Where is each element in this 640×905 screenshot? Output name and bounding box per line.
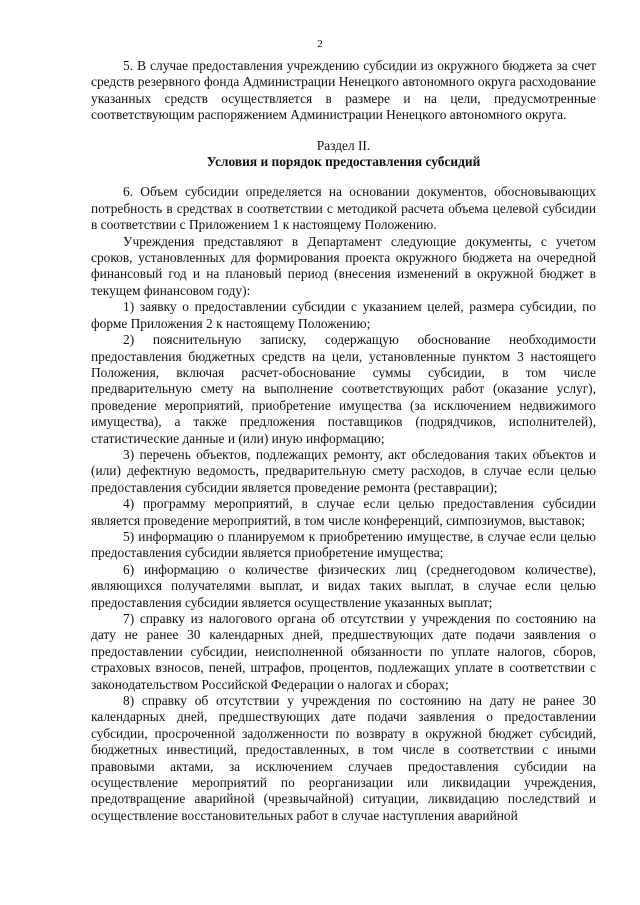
list-item-1: 1) заявку о предоставлении субсидии с указанием целей, размера субсидии, по форме Приложения 2 к настоящему Положению; bbox=[91, 299, 596, 331]
list-item-4: 4) программу мероприятий, в случае если целью предоставления субсидии является проведение мероприятий, в том числе конференций, симпозиумов, выставок; bbox=[91, 496, 596, 528]
paragraph-6: 6. Объем субсидии определяется на основании документов, обосновывающих потребность в средствах в соответствии с методикой расчета объема целевой субсидии в соответствии с Приложением 1 к настоящему Положению. bbox=[91, 184, 596, 233]
list-item-5: 5) информацию о планируемом к приобретению имуществе, в случае если целью предоставления субсидии является приобретение имущества; bbox=[91, 528, 596, 561]
paragraph-5: 5. В случае предоставления учреждению субсидии из окружного бюджета за счет средств резервного фонда Администрации Ненецкого автономного округа расходование указанных средств осуществляется в размере и на цели, предусмотренные соответствующим распоряжением Администрации Ненецкого автономного округа. bbox=[91, 58, 596, 123]
section-title: Условия и порядок предоставления субсидий bbox=[206, 154, 481, 170]
section-number: Раздел II. bbox=[316, 137, 371, 153]
document-body bbox=[91, 58, 596, 824]
list-item-6: 6) информацию о количестве физических лиц (среднегодовом количестве), являющихся получателями выплат, и видах таких выплат, в случае если целью предоставления субсидии является осуществление указанных выплат; bbox=[91, 561, 596, 610]
list-item-7: 7) справку из налогового органа об отсутствии у учреждения по состоянию на дату не ранее 30 календарных дней, предшествующих дате подачи заявления о предоставлении субсидии, неисполненной обязанности по уплате налогов, сборов, страховых взносов, пеней, штрафов, процентов, подлежащих уплате в соответствии с законодательством Российской Федерации о налогах и сборах; bbox=[91, 611, 596, 692]
list-item-2: 2) пояснительную записку, содержащую обоснование необходимости предоставления бюджетных средств на цели, установленные пунктом 3 настоящего Положения, включая расчет-обоснование суммы субсидии, в том числе предварительную смету на выполнение соответствующих работ (оказание услуг), проведение мероприятий, приобретение имущества (за исключением недвижимого имущества), а также предложения поставщиков (подрядчиков, исполнителей), статистические данные и (или) иную информацию; bbox=[91, 332, 596, 446]
list-item-3: 3) перечень объектов, подлежащих ремонту, акт обследования таких объектов и (или) дефектную ведомость, предварительную смету расходов, в случае если целью предоставления субсидии является проведение ремонта (реставрации); bbox=[91, 446, 596, 495]
list-item-8: 8) справку об отсутствии у учреждения по состоянию на дату не ранее 30 календарных дней, предшествующих дате подачи заявления о предоставлении субсидии, просроченной задолженности по возврату в окружной бюджет субсидий, бюджетных инвестиций, предоставленных, в том числе в соответствии с иными правовыми актами, за исключением случаев предоставления субсидии на осуществление мероприятий по реорганизации или ликвидации учреждения, предотвращение аварийной (чрезвычайной) ситуации, ликвидацию последствий и осуществление восстановительных работ в случае наступления аварийной bbox=[91, 693, 596, 823]
paragraph-6-intro: Учреждения представляют в Департамент следующие документы, с учетом сроков, установленных для формирования проекта окружного бюджета на очередной финансовый год и на плановый период (внесения изменений в окружной бюджет в текущем финансовом году): bbox=[91, 233, 596, 298]
page-number: 2 bbox=[317, 38, 323, 50]
